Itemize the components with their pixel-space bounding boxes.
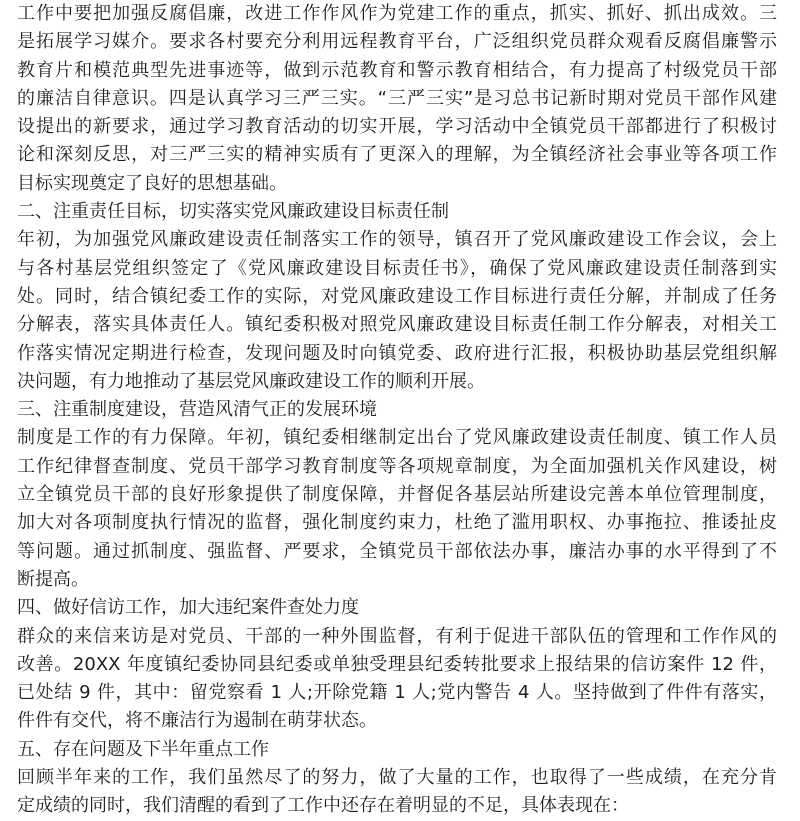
section-heading xyxy=(17,198,777,226)
paragraph xyxy=(17,623,777,736)
text-line: 件件有交代，将不廉洁行为遏制在萌芽状态。 xyxy=(17,710,377,732)
text-line: 等问题。通过抓制度、强监督、严要求，全镇党员干部依法办事，廉洁办事的水平得到了不 xyxy=(17,540,777,562)
text-line: 回顾半年来的工作，我们虽然尽了的努力，做了大量的工作，也取得了一些成绩，在充分肯 xyxy=(17,767,777,789)
text-line: 二、注重责任目标，切实落实党风廉政建设目标责任制 xyxy=(17,201,449,223)
text-line: 处。同时，结合镇纪委工作的实际，对党风廉政建设工作目标进行责任分解，并制成了任务 xyxy=(17,285,777,307)
paragraph xyxy=(17,226,777,396)
text-line: 改善。20XX 年度镇纪委协同县纪委或单独受理县纪委转批要求上报结果的信访案件 12 件， xyxy=(17,653,777,675)
text-line: 四、做好信访工作，加大违纪案件查处力度 xyxy=(17,597,359,619)
text-line: 设提出的新要求，通过学习教育活动的切实开展，学习活动中全镇党员干部都进行了积极讨 xyxy=(17,116,777,138)
section-heading xyxy=(17,396,777,424)
text-line: 教育片和模范典型先进事迹等，做到示范教育和警示教育相结合，有力提高了村级党员干部 xyxy=(17,59,777,81)
text-line: 三、注重制度建设，营造风清气正的发展环境 xyxy=(17,399,377,421)
section-heading xyxy=(17,736,777,764)
text-line: 决问题，有力地推动了基层党风廉政建设工作的顺利开展。 xyxy=(17,370,485,392)
text-line: 年初，为加强党风廉政建设责任制落实工作的领导，镇召开了党风廉政建设工作会议，会上 xyxy=(17,229,777,251)
text-line: 加大对各项制度执行情况的监督，强化制度约束力，杜绝了滥用职权、办事拖拉、推诿扯皮 xyxy=(17,512,777,534)
text-line: 定成绩的同时，我们清醒的看到了工作中还存在着明显的不足，具体表现在： xyxy=(17,795,629,817)
text-line: 制度是工作的有力保障。年初，镇纪委相继制定出台了党风廉政建设责任制度、镇工作人员 xyxy=(17,427,777,449)
text-line: 工作中要把加强反腐倡廉，改进工作作风作为党建工作的重点，抓实、抓好、抓出成效。三 xyxy=(17,3,777,24)
text-line: 作落实情况定期进行检查，发现问题及时向镇党委、政府进行汇报，积极协助基层党组织解 xyxy=(17,342,777,364)
document-body xyxy=(17,0,777,821)
text-line: 的廉洁自律意识。四是认真学习三严三实。“三严三实”是习总书记新时期对党员干部作风建 xyxy=(17,87,777,109)
paragraph xyxy=(17,424,777,594)
text-line: 已处结 9 件，其中：留党察看 1 人;开除党籍 1 人;党内警告 4 人。坚持做到了件件有落实， xyxy=(17,682,777,704)
text-line: 群众的来信来访是对党员、干部的一种外围监督，有利于促进干部队伍的管理和工作作风的 xyxy=(17,625,777,647)
text-line: 论和深刻反思，对三严三实的精神实质有了更深入的理解，为全镇经济社会事业等各项工作 xyxy=(17,144,777,166)
text-line: 五、存在问题及下半年重点工作 xyxy=(17,738,269,760)
text-line: 断提高。 xyxy=(17,568,89,590)
paragraph xyxy=(17,764,777,821)
text-line: 是拓展学习媒介。要求各村要充分利用远程教育平台，广泛组织党员群众观看反腐倡廉警示 xyxy=(17,31,777,53)
text-line: 立全镇党员干部的良好形象提供了制度保障，并督促各基层站所建设完善本单位管理制度， xyxy=(17,484,777,506)
text-line: 分解表，落实具体责任人。镇纪委积极对照党风廉政建设目标责任制工作分解表，对相关工 xyxy=(17,314,777,336)
text-line: 目标实现奠定了良好的思想基础。 xyxy=(17,172,287,194)
section-heading xyxy=(17,594,777,622)
text-line: 工作纪律督查制度、党员干部学习教育制度等各项规章制度，为全面加强机关作风建设，树 xyxy=(17,455,777,477)
text-line: 与各村基层党组织签定了《党风廉政建设目标责任书》，确保了党风廉政建设责任制落到实 xyxy=(17,257,777,279)
paragraph xyxy=(17,0,777,198)
